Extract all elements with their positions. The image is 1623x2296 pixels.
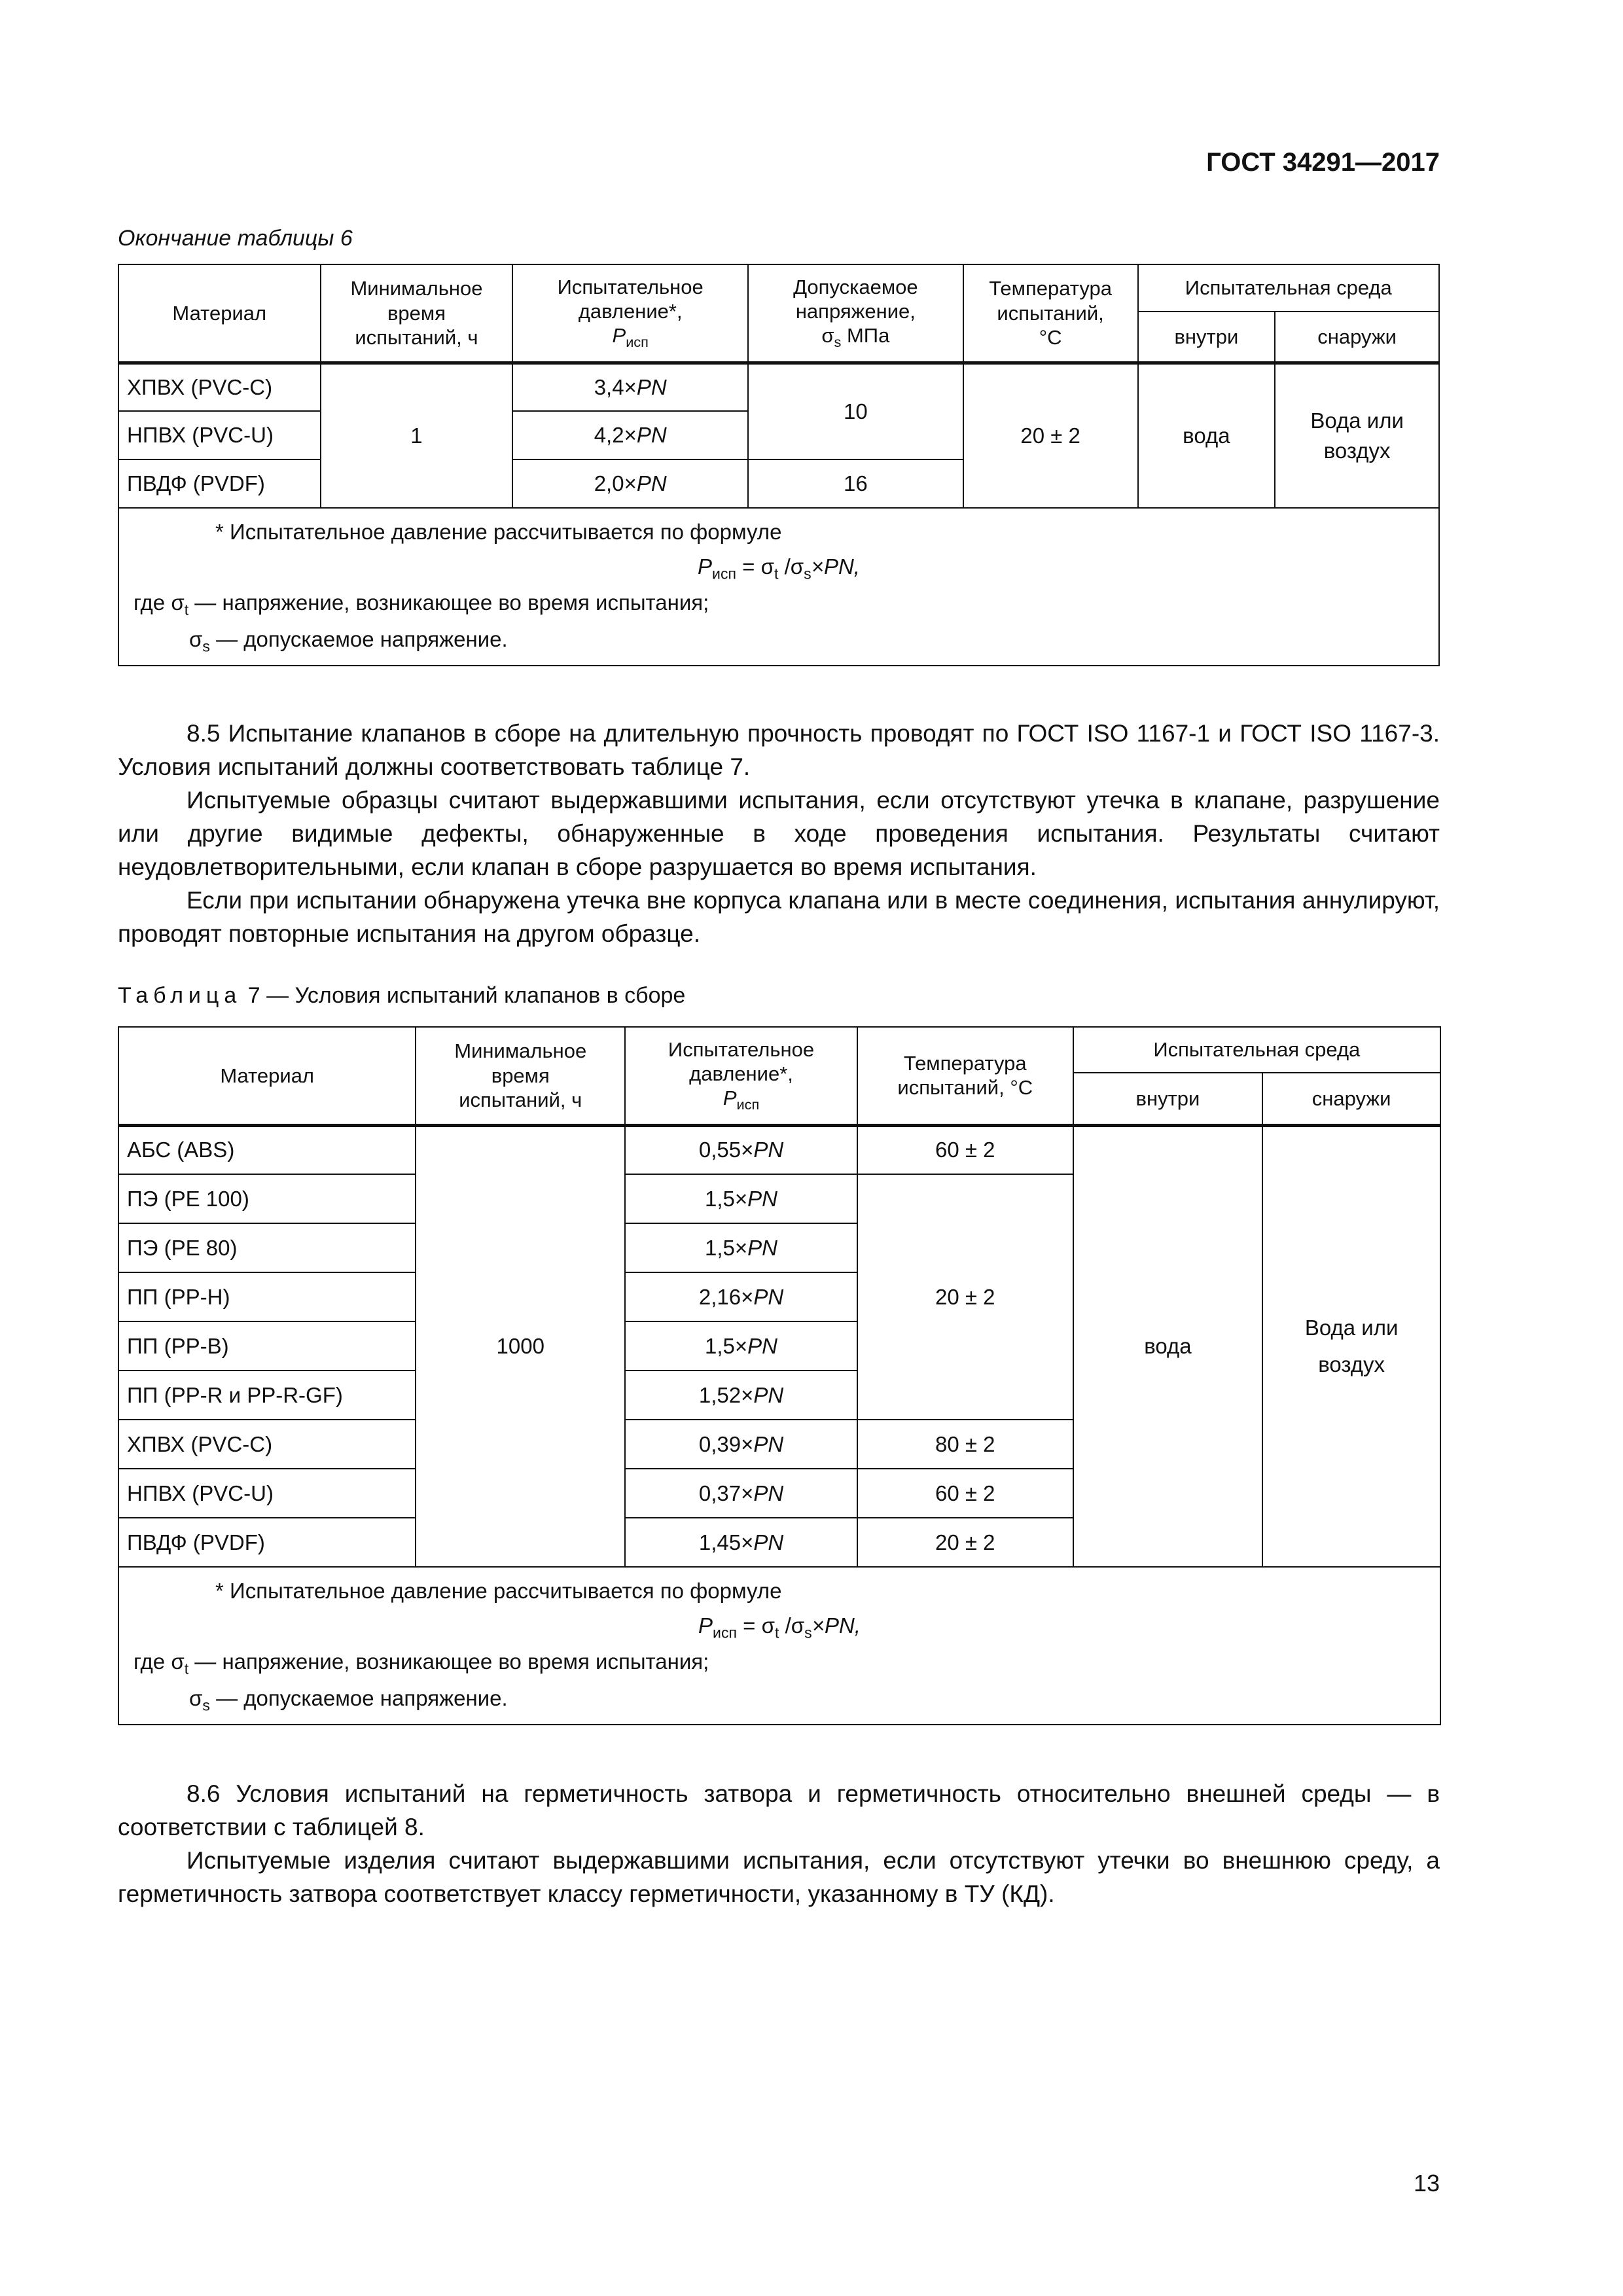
col-header-outside: снаружи	[1262, 1073, 1440, 1125]
stress-cell: 10	[748, 363, 963, 459]
table-row: ПП (PP-R и PP-R-GF) 1,52×PN	[118, 1371, 1440, 1420]
table-7	[118, 1026, 1441, 1725]
table-row: НПВХ (PVC-U) 0,37×PN 60 ± 2	[118, 1469, 1440, 1518]
table-row: ХПВХ (PVC-C) 1 3,4×PN 10 20 ± 2 вода Вода или воздух	[118, 363, 1439, 411]
temperature-cell: 60 ± 2	[857, 1125, 1073, 1174]
table-row: ПЭ (PE 80) 1,5×PN	[118, 1223, 1440, 1272]
table-row: ПВДФ (PVDF) 1,45×PN 20 ± 2	[118, 1518, 1440, 1567]
section-8-6: 8.6 Условия испытаний на герметичность затвора и герметичность относительно внешней среды — в соответствии с таблицей 8. Испытуемые изделия считают выдержавшими испытания, если отсутствуют утечки во внешнюю среду, а герметичность затвора соответствует классу герметичности, указанному в ТУ (КД).	[118, 1780, 1440, 1908]
col-header-material: Материал	[118, 1027, 416, 1125]
formula: $P_{исп} = \sigma_t$ $/\sigma_s\times PN$,	[698, 554, 860, 583]
min-time-cell: 1	[321, 363, 513, 508]
table-row: АБС (ABS) 1000 0,55×PN 60 ± 2 вода Вода или воздух	[118, 1125, 1440, 1174]
table7-footnote: * Испытательное давление рассчитывается по формуле $P_{исп} = \sigma_t$ $/\sigma_s\times PN$, где $\sigma_t$ — напряжение, возникающее во время испытания; $\sigma_s$ — допускаемое напряжение.	[118, 1567, 1440, 1725]
col-header-medium: Испытательная среда	[1138, 264, 1439, 312]
table6-caption: Окончание таблицы 6	[118, 226, 353, 251]
table-row: ХПВХ (PVC-C) 0,39×PN 80 ± 2	[118, 1420, 1440, 1469]
outside-cell: Вода или воздух	[1275, 363, 1439, 508]
table-row: ПП (PP-H) 2,16×PN	[118, 1272, 1440, 1321]
col-header-temperature: Температура испытаний, °C	[857, 1027, 1073, 1125]
temperature-cell: 20 ± 2	[857, 1174, 1073, 1420]
table-row: ПП (PP-B) 1,5×PN	[118, 1321, 1440, 1371]
table7-caption: Таблица 7 — Условия испытаний клапанов в сборе	[118, 983, 686, 1008]
section-8-5: 8.5 Испытание клапанов в сборе на длительную прочность проводят по ГОСТ ISO 1167-1 и ГОСТ ISO 1167-3. Условия испытаний должны соответствовать таблице 7. Испытуемые образцы считают выдержавшими испытания, если отсутствуют утечка в клапане, разрушение или другие видимые дефекты, обнаруженные в ходе проведения испытания. Результаты считают неудовлетворительными, если клапан в сборе разрушается во время испытания. Если при испытании обнаружена утечка вне корпуса клапана или в месте соединения, испытания аннулируют, проводят повторные испытания на другом образце.	[118, 720, 1440, 948]
formula: $P_{исп} = \sigma_t$ $/\sigma_s\times PN$,	[698, 1613, 861, 1641]
col-header-temperature: Температура испытаний, °C	[963, 264, 1138, 363]
table6-footnote: * Испытательное давление рассчитывается по формуле $P_{исп} = \sigma_t$ $/\sigma_s\times PN$, где $\sigma_t$ — напряжение, возникающее во время испытания; $\sigma_s$ — допускаемое напряжение.	[118, 508, 1439, 666]
col-header-inside: внутри	[1138, 312, 1275, 363]
table-row: НПВХ (PVC-U) 4,2×PN	[118, 411, 1439, 459]
temperature-cell: 60 ± 2	[857, 1469, 1073, 1518]
col-header-pressure: Испытательное давление*, $P_{исп}$	[512, 264, 748, 363]
inside-cell: вода	[1138, 363, 1275, 508]
table-6	[118, 264, 1440, 666]
col-header-pressure: Испытательное давление*, $P_{исп}$	[625, 1027, 857, 1125]
page-number: 13	[1413, 2170, 1440, 2197]
outside-cell: Вода или воздух	[1262, 1125, 1440, 1567]
table-row: ПЭ (PE 100) 1,5×PN 20 ± 2	[118, 1174, 1440, 1223]
min-time-cell: 1000	[416, 1125, 625, 1567]
inside-cell: вода	[1073, 1125, 1263, 1567]
col-header-min-time: Минимальное время испытаний, ч	[416, 1027, 625, 1125]
temperature-cell: 20 ± 2	[857, 1518, 1073, 1567]
temperature-cell: 20 ± 2	[963, 363, 1138, 508]
col-header-min-time: Минимальное время испытаний, ч	[321, 264, 513, 363]
stress-cell: 16	[748, 459, 963, 508]
col-header-inside: внутри	[1073, 1073, 1263, 1125]
table-row: ПВДФ (PVDF) 2,0×PN 16	[118, 459, 1439, 508]
col-header-medium: Испытательная среда	[1073, 1027, 1440, 1073]
col-header-outside: снаружи	[1275, 312, 1439, 363]
document-header: ГОСТ 34291—2017	[1206, 148, 1440, 177]
col-header-material: Материал	[118, 264, 321, 363]
col-header-stress: Допускаемое напряжение, $\sigma_s$ МПа	[748, 264, 963, 363]
temperature-cell: 80 ± 2	[857, 1420, 1073, 1469]
